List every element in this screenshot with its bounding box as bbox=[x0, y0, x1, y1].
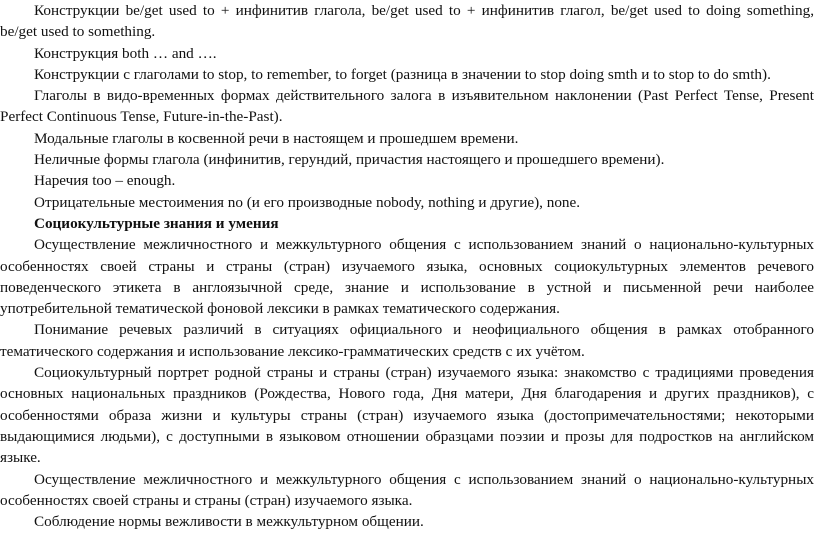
paragraph-verb-tenses: Глаголы в видо-временных формах действительного залога в изъявительном наклонении (Past Perfect Tense, Present Perfect Continuous Tense, Future-in-the-Past). bbox=[0, 87, 814, 126]
section-heading: Социокультурные знания и умения bbox=[34, 214, 279, 232]
paragraph-intercultural-communication-2: Осуществление межличностного и межкультурного общения с использованием знаний о национально-культурных особенностях своей страны и страны (стран) изучаемого языка. bbox=[0, 470, 814, 509]
paragraph-modal-verbs: Модальные глаголы в косвенной речи в настоящем и прошедшем времени. bbox=[34, 129, 519, 147]
paragraph-be-get-used-to: Конструкции be/get used to + инфинитив глагола, be/get used to + инфинитив глагол, be/get used to doing something, be/get used to something. bbox=[0, 2, 814, 41]
paragraph-politeness-norms: Соблюдение нормы вежливости в межкультурном общении. bbox=[34, 513, 424, 531]
paragraph-negative-pronouns: Отрицательные местоимения no (и его производные nobody, nothing и другие), none. bbox=[34, 193, 581, 211]
paragraph-too-enough: Наречия too – enough. bbox=[34, 172, 176, 190]
paragraph-non-finite-forms: Неличные формы глагола (инфинитив, герундий, причастия настоящего и прошедшего времени). bbox=[34, 151, 665, 169]
paragraph-both-and: Конструкция both … and …. bbox=[34, 44, 217, 62]
paragraph-stop-remember-forget: Конструкции с глаголами to stop, to remember, to forget (разница в значении to stop doing smth и to stop to do smth). bbox=[34, 65, 771, 83]
paragraph-sociocultural-portrait: Социокультурный портрет родной страны и страны (стран) изучаемого языка: знакомство с традициями проведения основных национальных праздников (Рождества, Нового года, Дня матери, Дня благодарения и других праздников), с особенностями образа жизни и культуры страны (стран) изучаемого языка (достопримечательностями; некоторыми выдающимися людьми), с доступными в языковом отношении образцами поэзии и прозы для подростков на английском языке. bbox=[0, 364, 814, 467]
paragraph-speech-differences: Понимание речевых различий в ситуациях официального и неофициального общения в рамках отобранного тематического содержания и использование лексико-грамматических средств с их учётом. bbox=[0, 321, 814, 360]
paragraph-intercultural-communication: Осуществление межличностного и межкультурного общения с использованием знаний о национально-культурных особенностях своей страны и страны (стран) изучаемого языка, основных социокультурных элементов речевого поведенческого этикета в англоязычной среде, знание и использование в устной и письменной речи наиболее употребительной тематической фоновой лексики в рамках тематического содержания. bbox=[0, 236, 814, 318]
